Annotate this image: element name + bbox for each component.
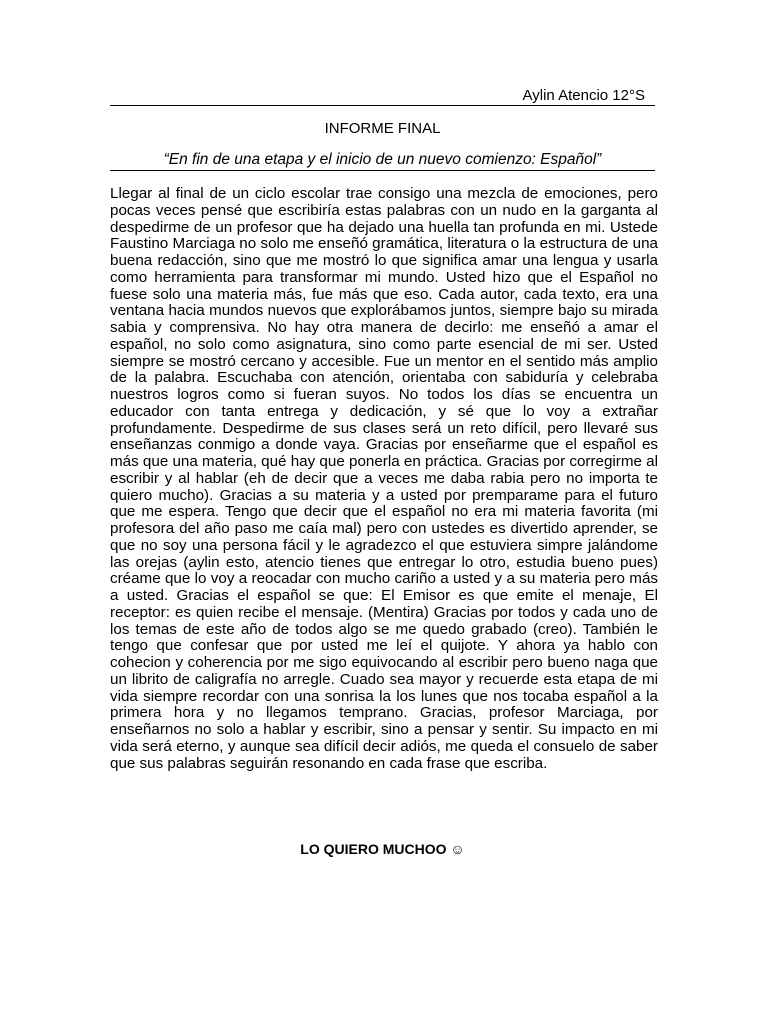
closing-line: LO QUIERO MUCHOO ☺ xyxy=(300,841,465,857)
author-line: Aylin Atencio 12°S xyxy=(110,86,655,106)
report-title: INFORME FINAL xyxy=(324,120,441,137)
report-subtitle: “En fin de una etapa y el inicio de un nuevo comienzo: Español” xyxy=(110,151,655,171)
body-paragraph: Llegar al final de un ciclo escolar trae consigo una mezcla de emociones, pero pocas veces pensé que escribiría estas palabras con un nudo en la garganta al despedirme de un profesor que ha dejado una huella tan profunda en mi. Ustede Faustino Marciaga no solo me enseñó gramática, literatura o la estructura de una buena redacción, sino que me mostró lo que significa amar una lengua y usarla como herramienta para transformar mi mundo. Usted hizo que el Español no fuese solo una materia más, fue más que eso. Cada autor, cada texto, era una ventana hacia mundos nuevos que explorábamos juntos, siempre bajo su mirada sabia y comprensiva. No hay otra manera de decirlo: me enseñó a amar el español, no solo como asignatura, sino como parte esencial de mi ser. Usted siempre se mostró cercano y accesible. Fue un mentor en el sentido más amplio de la palabra. Escuchaba con atención, orientaba con sabiduría y celebraba nuestros logros como si fueran suyos. No todos los días se encuentra un educador con tanta entrega y dedicación, y sé que lo voy a extrañar profundamente. Despedirme de sus clases será un reto difícil, pero llevaré sus enseñanzas conmigo a donde vaya. Gracias por enseñarme que el español es más que una materia, qué hay que ponerla en práctica. Gracias por corregirme al escribir y al hablar (eh de decir que a veces me daba rabia pero no importa te quiero mucho). Gracias a su materia y a usted por premparame para el futuro que me espera. Tengo que decir que el español no era mi materia favorita (mi profesora del año paso me caía mal) pero con ustedes es divertido aprender, se que no soy una persona fácil y le agradezco el que estuviera simpre jalándome las orejas (aylin esto, atencio tienes que entregar lo otro, estudia bueno pues) créame que lo voy a reocadar con mucho cariño a usted y a su materia pero más a usted. Gracias el español se que: El Emisor es que emite el menaje, El receptor: es quien recibe el mensaje. (Mentira) Gracias por todos y cada uno de los temas de este año de todos algo se me quedo grabado (creo). También le tengo que confesar que por usted me leí el quijote. Y ahora ya hablo con cohecion y coherencia por me sigo equivocando al escribir pero bueno naga que un librito de caligrafía no arregle. Cuado sea mayor y recuerde esta etapa de mi vida siempre recordar con una sonrisa la los lunes que nos tocaba español a la primera hora y no llegamos temprano. Gracias, profesor Marciaga, por enseñarnos no solo a hablar y escribir, sino a pensar y sentir. Su impacto en mi vida será eterno, y aunque sea difícil decir adiós, me queda el consuelo de saber que sus palabras seguirán resonando en cada frase que escriba. xyxy=(110,185,658,772)
